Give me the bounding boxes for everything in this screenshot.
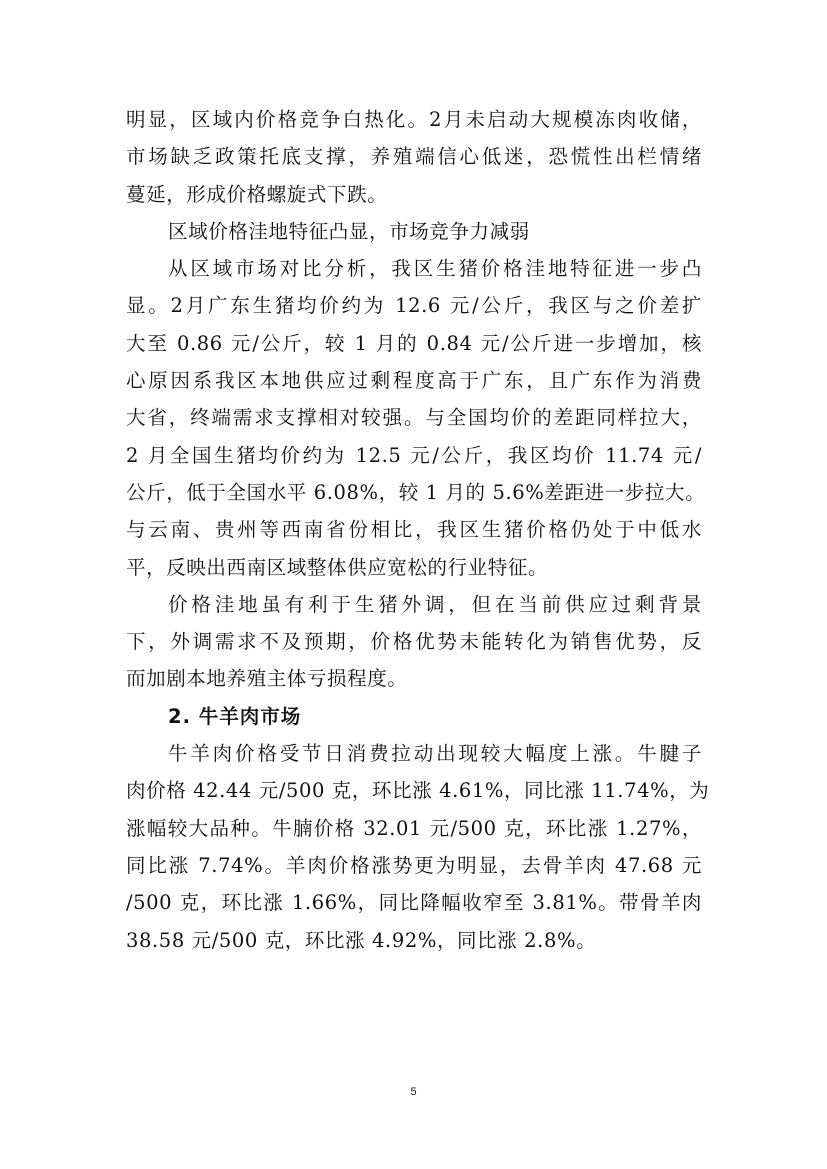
text-line: 牛羊肉价格受节日消费拉动出现较大幅度上涨。牛腱子 bbox=[168, 742, 702, 766]
section-pork-market-text bbox=[126, 106, 706, 692]
text-line: 与云南、贵州等西南省份相比，我区生猪价格仍处于中低水 bbox=[126, 518, 702, 542]
text-line: 显。2月广东生猪均价约为 12.6 元/公斤，我区与之价差扩 bbox=[126, 294, 702, 318]
text-line: 同比涨 7.74%。羊肉价格涨势更为明显，去骨羊肉 47.68 元 bbox=[126, 853, 702, 877]
text-line: 明显，区域内价格竞争白热化。2月未启动大规模冻肉收储， bbox=[126, 108, 702, 131]
text-line: 心原因系我区本地供应过剩程度高于广东，且广东作为消费 bbox=[126, 369, 702, 393]
text-line: 大省，终端需求支撑相对较强。与全国均价的差距同样拉大， bbox=[126, 406, 702, 430]
text-line: 涨幅较大品种。牛腩价格 32.01 元/500 克，环比涨 1.27%， bbox=[126, 816, 702, 840]
text-line: 从区域市场对比分析，我区生猪价格洼地特征进一步凸 bbox=[168, 257, 702, 281]
text-line: 肉价格 42.44 元/500 克，环比涨 4.61%，同比涨 11.74%，为 bbox=[126, 779, 710, 803]
text-line: 公斤，低于全国水平 6.08%，较 1 月的 5.6%差距进一步拉大。 bbox=[126, 480, 706, 504]
text-line: 价格洼地虽有利于生猪外调，但在当前供应过剩背景 bbox=[168, 592, 702, 616]
section-beef-mutton-text bbox=[126, 740, 710, 953]
text-line: 38.58 元/500 克，环比涨 4.92%，同比涨 2.8%。 bbox=[126, 928, 597, 952]
text-line: 而加剧本地养殖主体亏损程度。 bbox=[126, 667, 408, 691]
text-line: /500 克，环比涨 1.66%，同比降幅收窄至 3.81%。带骨羊肉 bbox=[126, 891, 702, 915]
document-body bbox=[126, 106, 710, 964]
text-line: 平，反映出西南区域整体供应宽松的行业特征。 bbox=[126, 555, 549, 579]
text-line: 区域价格洼地特征凸显，市场竞争力减弱 bbox=[168, 219, 530, 243]
text-line: 下，外调需求不及预期，价格优势未能转化为销售优势，反 bbox=[126, 630, 702, 654]
text-line: 蔓延，形成价格螺旋式下跌。 bbox=[126, 182, 388, 206]
section-heading: 2. 牛羊肉市场 bbox=[168, 704, 302, 728]
text-line: 大至 0.86 元/公斤，较 1 月的 0.84 元/公斤进一步增加，核 bbox=[126, 331, 702, 355]
text-line: 市场缺乏政策托底支撑，养殖端信心低迷，恐慌性出栏情绪 bbox=[126, 145, 702, 169]
page-number: 5 bbox=[410, 1086, 417, 1098]
text-line: 2 月全国生猪均价约为 12.5 元/公斤，我区均价 11.74 元/ bbox=[126, 443, 702, 467]
